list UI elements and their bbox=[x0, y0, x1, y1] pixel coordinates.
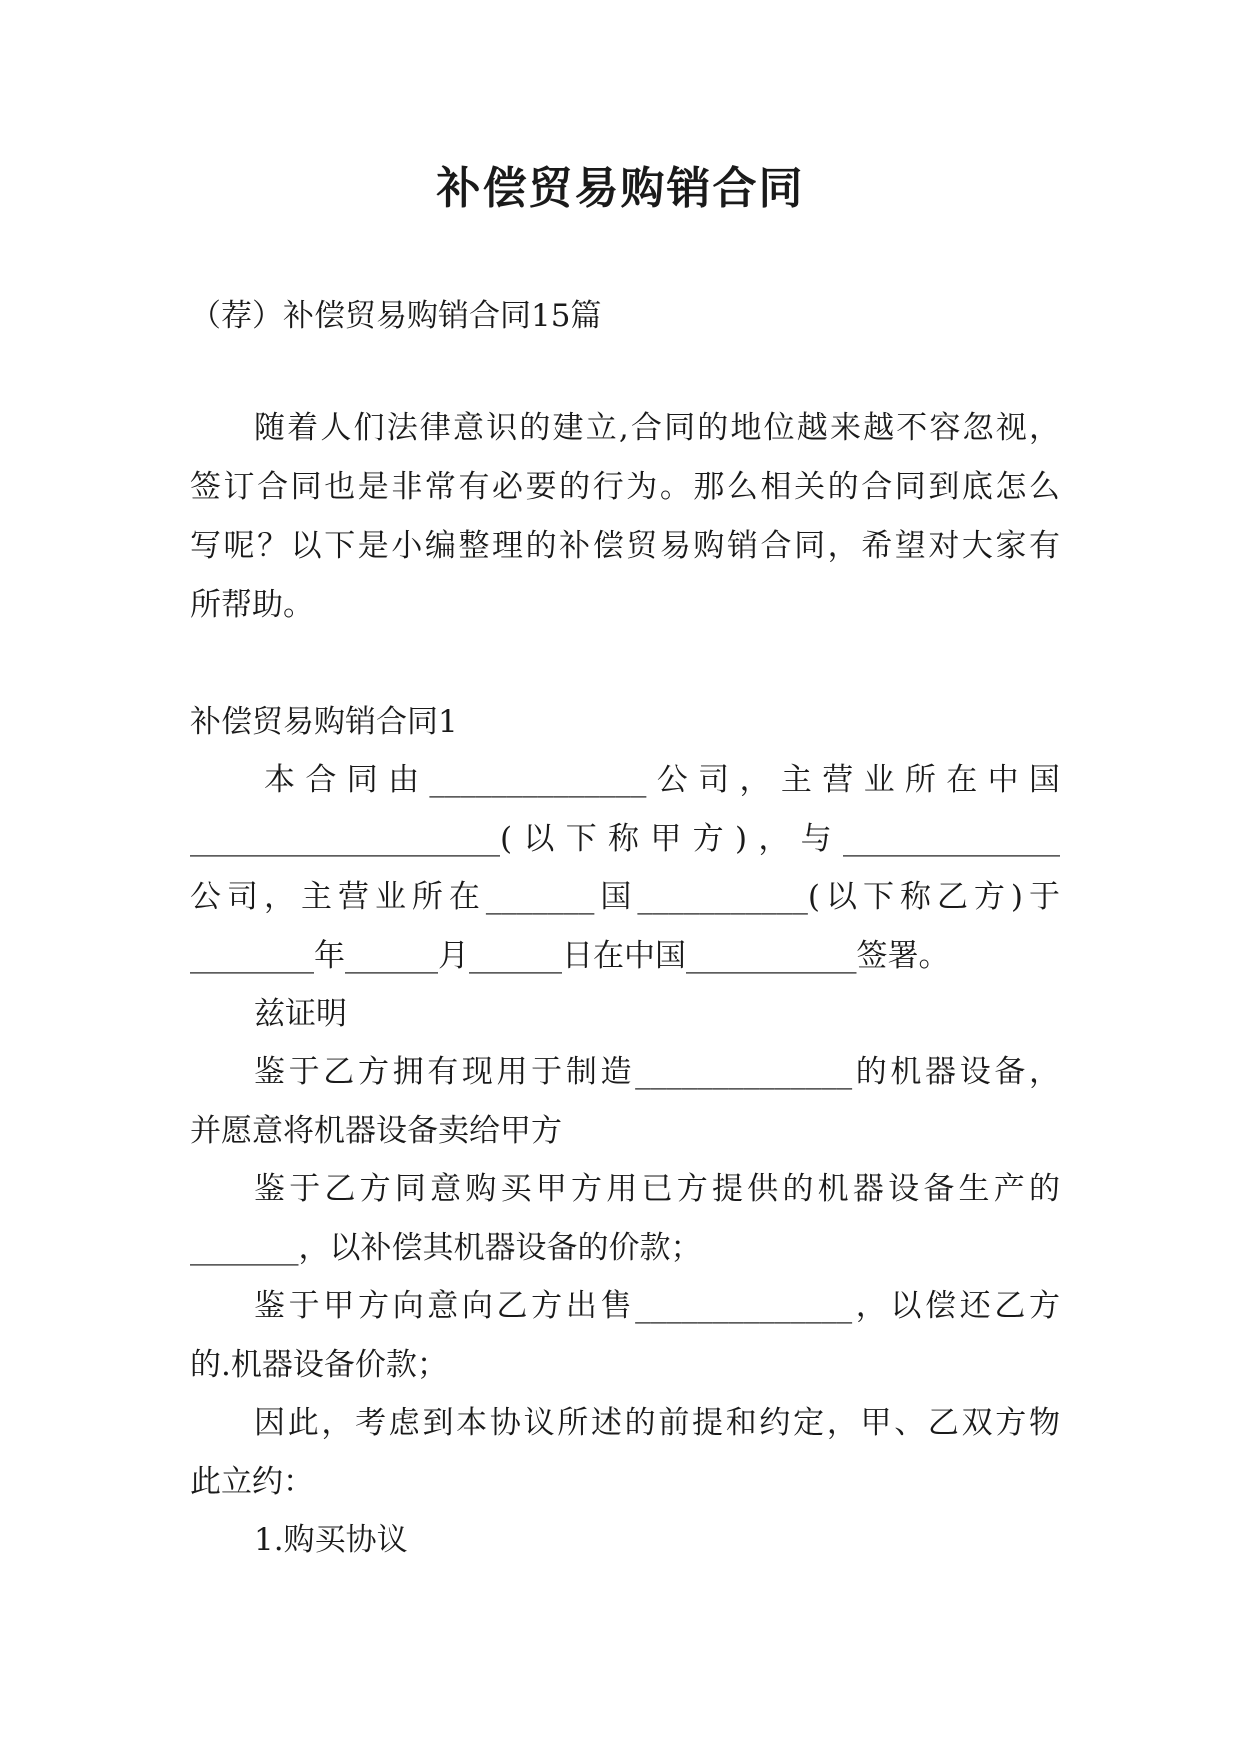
contract-line-12: 因此，考虑到本协议所述的前提和约定，甲、乙双方物 bbox=[254, 1405, 1060, 1441]
intro-line-1: 随着人们法律意识的建立,合同的地位越来越不容忽视， bbox=[254, 410, 1060, 446]
contract-line-3: 公司，主营业所在_______国___________(以下称乙方)于 bbox=[190, 879, 1060, 915]
contract-line-5: 兹证明 bbox=[254, 996, 347, 1032]
document-title: 补偿贸易购销合同 bbox=[436, 163, 805, 214]
contract-line-6: 鉴于乙方拥有现用于制造______________的机器设备， bbox=[254, 1054, 1060, 1090]
contract-line-8: 鉴于乙方同意购买甲方用已方提供的机器设备生产的 bbox=[254, 1171, 1060, 1207]
contract-line-7: 并愿意将机器设备卖给甲方 bbox=[190, 1113, 562, 1149]
contract-line-13: 此立约： bbox=[190, 1464, 314, 1500]
contract-line-9: _______，以补偿其机器设备的价款； bbox=[190, 1230, 702, 1266]
contract-line-14: 1.购买协议 bbox=[254, 1522, 408, 1558]
contract-line-1: 本合同由______________公司，主营业所在中国 bbox=[264, 762, 1060, 798]
contract-line-11: 的.机器设备价款； bbox=[190, 1347, 448, 1383]
section-heading: 补偿贸易购销合同1 bbox=[190, 704, 458, 740]
contract-line-4: ________年______月______日在中国___________签署。 bbox=[190, 938, 950, 974]
document-subtitle: （荐）补偿贸易购销合同15篇 bbox=[190, 298, 602, 334]
intro-line-4: 所帮助。 bbox=[190, 587, 314, 623]
contract-line-10: 鉴于甲方向意向乙方出售______________，以偿还乙方 bbox=[254, 1288, 1060, 1324]
contract-line-2: ____________________(以下称甲方)，与______________ bbox=[190, 821, 1060, 857]
intro-line-2: 签订合同也是非常有必要的行为。那么相关的合同到底怎么 bbox=[190, 469, 1060, 505]
intro-line-3: 写呢？以下是小编整理的补偿贸易购销合同，希望对大家有 bbox=[190, 528, 1060, 564]
